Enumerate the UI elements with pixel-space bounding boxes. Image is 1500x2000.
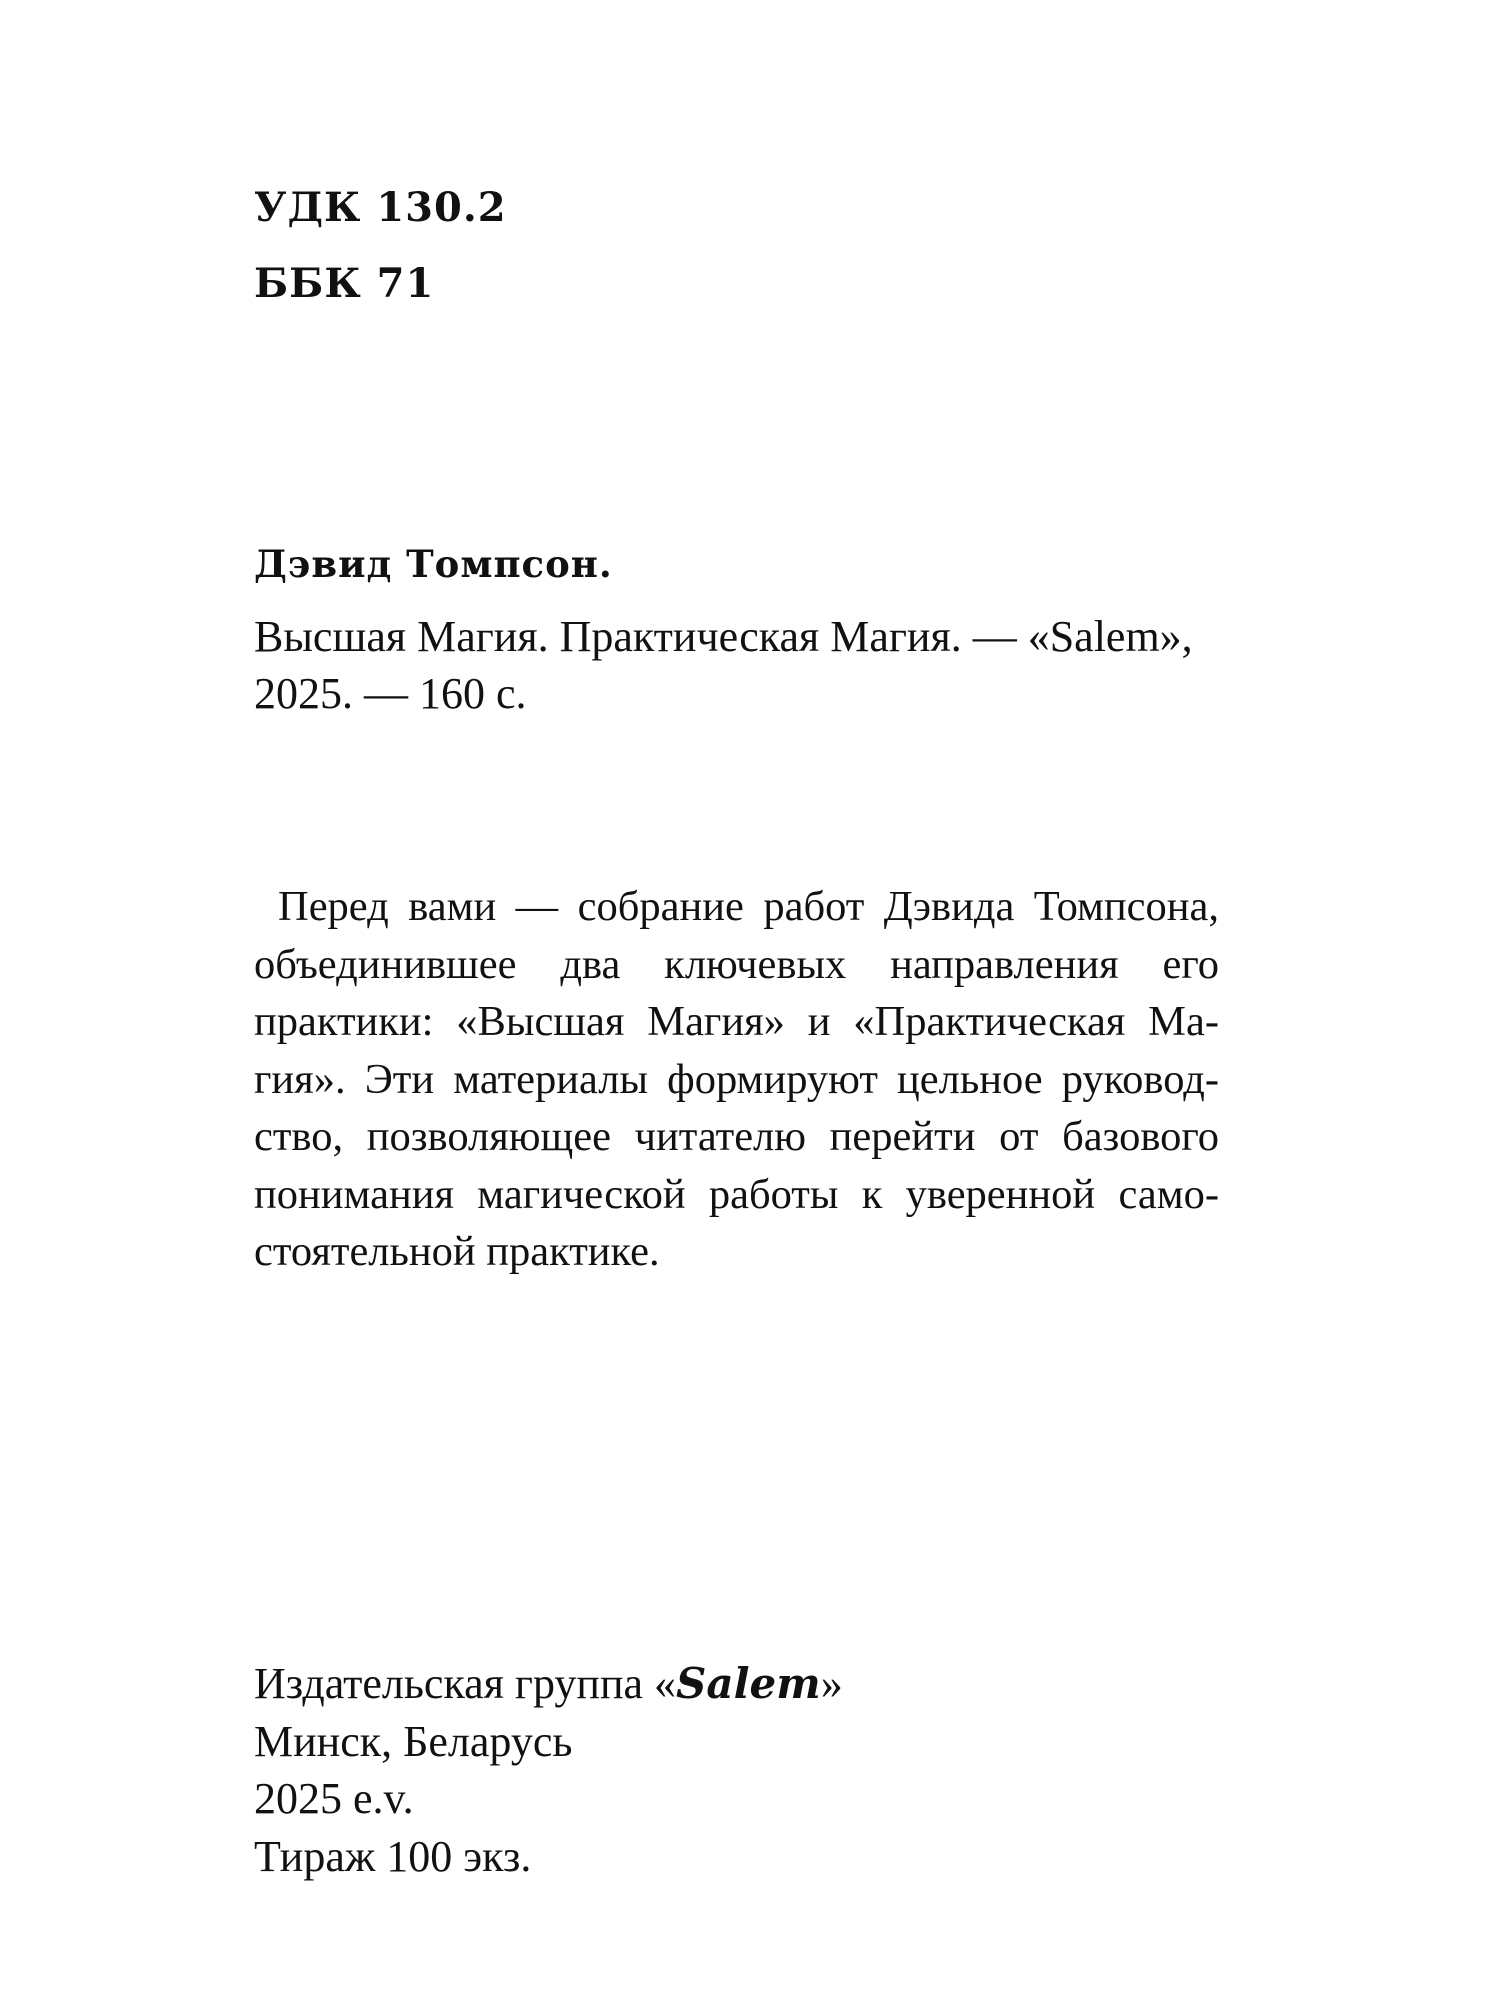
abstract-line: объединившее два ключевых направления его	[254, 940, 1219, 988]
publisher-brand-logo: Salem	[676, 1659, 821, 1708]
citation-line: 2025. — 160 с.	[254, 669, 527, 718]
citation-line: Высшая Магия. Практическая Магия. — «Salem»,	[254, 612, 1193, 661]
bibliographic-citation	[254, 608, 1229, 722]
publisher-line	[254, 1655, 843, 1713]
abstract-line: стоятельной практике.	[254, 1228, 660, 1275]
abstract-line: практики: «Высшая Магия» и «Практическая Ма-	[254, 998, 1219, 1045]
abstract-line: Перед вами — собрание работ Дэвида Томпсона,	[278, 883, 1219, 930]
abstract-paragraph	[254, 878, 1219, 1281]
author-name: Дэвид Томпсон.	[254, 542, 613, 586]
classification-block	[254, 170, 507, 322]
bbk-code: ББК 71	[254, 260, 435, 307]
abstract-line: гия». Эти материалы формируют цельное руковод-	[254, 1055, 1219, 1103]
abstract-line: ство, позволяющее читателю перейти от базового	[254, 1113, 1219, 1160]
publisher-prefix: Издательская группа «	[254, 1659, 677, 1708]
abstract-line: понимания магической работы к уверенной само-	[254, 1170, 1219, 1218]
print-run: Тираж 100 экз.	[254, 1831, 532, 1881]
publication-year: 2025 e.v.	[254, 1774, 414, 1823]
publisher-city: Минск, Беларусь	[254, 1716, 573, 1766]
publisher-imprint	[254, 1655, 843, 1885]
publisher-suffix: »	[820, 1659, 843, 1708]
udk-code: УДК 130.2	[254, 184, 507, 231]
